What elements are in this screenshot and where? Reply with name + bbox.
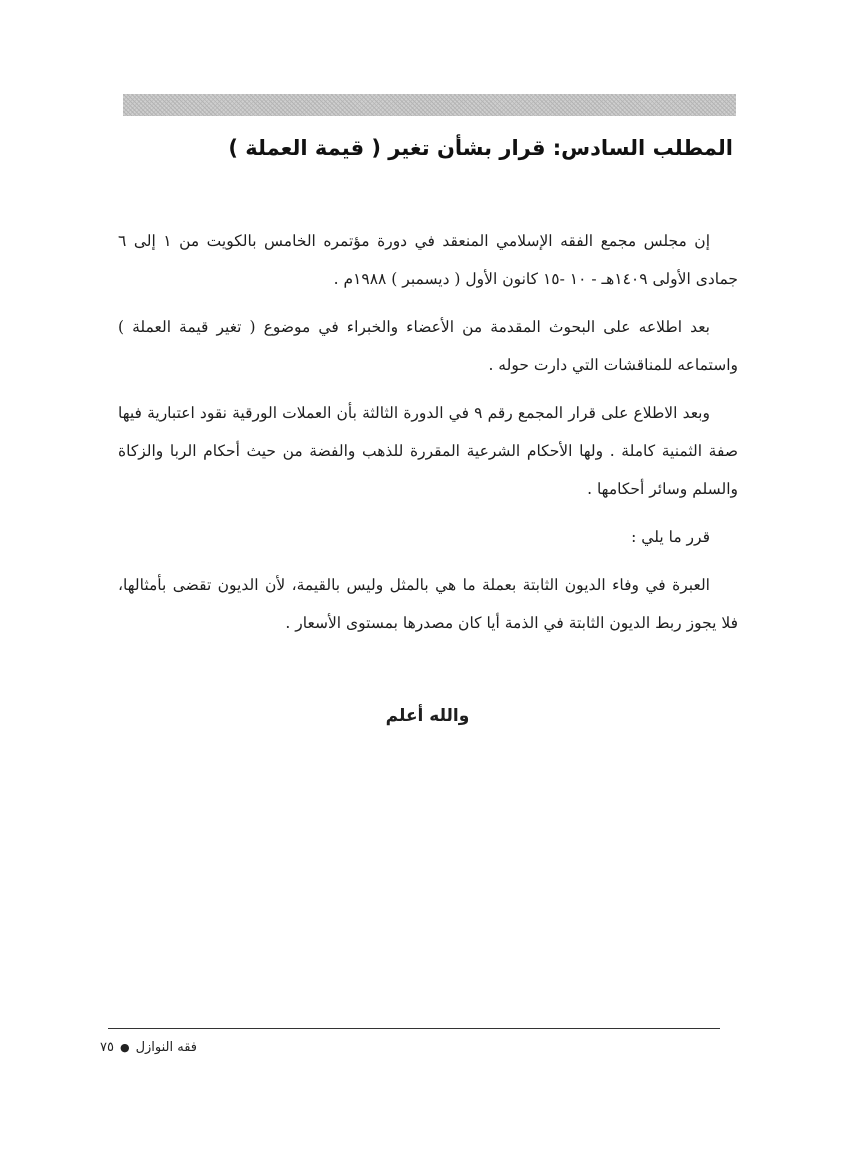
footer-divider xyxy=(108,1028,720,1029)
section-heading: المطلب السادس: قرار بشأن تغير ( قيمة العملة ) xyxy=(228,136,733,160)
paragraph-intro: إن مجلس مجمع الفقه الإسلامي المنعقد في دورة مؤتمره الخامس بالكويت من ١ إلى ٦ جمادى الأولى ١٤٠٩هـ - ١٠ -١٥ كانون الأول ( ديسمبر ) ١٩٨٨م . xyxy=(118,232,738,288)
paragraph-reference: وبعد الاطلاع على قرار المجمع رقم ٩ في الدورة الثالثة بأن العملات الورقية نقود اعتبارية فيها صفة الثمنية كاملة . ولها الأحكام الشرعية المقررة للذهب والفضة من حيث أحكام الربا والزكاة والسلم وسائر أحكامها . xyxy=(118,404,738,498)
page-footer xyxy=(100,1040,240,1055)
body-text xyxy=(118,222,738,652)
paragraph-review: بعد اطلاعه على البحوث المقدمة من الأعضاء والخبراء في موضوع ( تغير قيمة العملة ) واستماعه للمناقشات التي دارت حوله . xyxy=(118,318,738,374)
bullet-icon: ● xyxy=(119,1041,130,1054)
page-number: ٧٥ xyxy=(100,1040,114,1055)
closing-phrase: والله أعلم xyxy=(385,706,470,726)
paragraph-decision-label: قرر ما يلي : xyxy=(631,528,710,546)
paragraph-decision: العبرة في وفاء الديون الثابتة بعملة ما هي بالمثل وليس بالقيمة، لأن الديون تقضى بأمثالها، فلا يجوز ربط الديون الثابتة في الذمة أيا كان مصدرها بمستوى الأسعار . xyxy=(118,576,738,632)
header-band xyxy=(123,94,736,116)
footer-book-title: فقه النوازل xyxy=(135,1040,198,1055)
